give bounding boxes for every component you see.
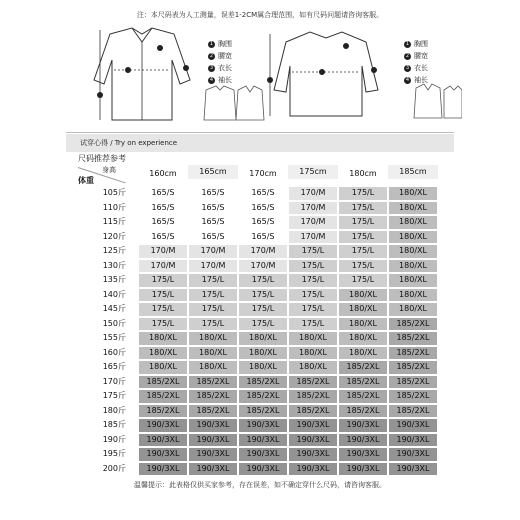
size-cell: 190/3XL bbox=[139, 448, 187, 461]
size-cell: 180/XL bbox=[389, 245, 437, 258]
divider bbox=[66, 132, 454, 133]
legend-length: 衣长 bbox=[218, 64, 232, 72]
table-row bbox=[66, 418, 454, 433]
size-cell: 180/XL bbox=[289, 361, 337, 374]
size-cell: 190/3XL bbox=[139, 463, 187, 476]
legend-waist: 腰宽 bbox=[414, 52, 428, 60]
height-label: 身高 bbox=[102, 166, 116, 174]
size-cell: 190/3XL bbox=[389, 463, 437, 476]
weight-cell: 110斤 bbox=[102, 202, 126, 212]
height-header: 160cm bbox=[149, 169, 177, 178]
size-cell: 185/2XL bbox=[389, 332, 437, 345]
size-cell: 170/M bbox=[189, 260, 237, 273]
table-row bbox=[66, 389, 454, 404]
size-cell: 165/S bbox=[239, 202, 287, 215]
table-row bbox=[66, 360, 454, 375]
size-cell: 175/L bbox=[339, 216, 387, 229]
size-cell: 180/XL bbox=[189, 361, 237, 374]
size-cell: 185/2XL bbox=[139, 376, 187, 389]
size-recommendation-table bbox=[66, 134, 454, 476]
weight-cell: 175斤 bbox=[102, 391, 126, 400]
size-cell: 180/XL bbox=[389, 202, 437, 215]
size-cell: 190/3XL bbox=[239, 463, 287, 476]
size-cell: 185/2XL bbox=[239, 405, 287, 418]
legend-sleeve: 袖长 bbox=[414, 76, 428, 84]
size-cell: 165/S bbox=[239, 231, 287, 244]
size-cell: 180/XL bbox=[339, 332, 387, 345]
size-cell: 175/L bbox=[139, 289, 187, 302]
size-cell: 175/L bbox=[239, 303, 287, 316]
legend-sleeve: 袖长 bbox=[218, 76, 232, 84]
table-row bbox=[66, 215, 454, 230]
weight-cell: 170斤 bbox=[102, 376, 126, 386]
table-row bbox=[66, 186, 454, 201]
size-cell: 180/XL bbox=[239, 347, 287, 360]
size-cell: 175/L bbox=[139, 274, 187, 287]
size-cell: 170/M bbox=[289, 187, 337, 200]
size-cell: 175/L bbox=[339, 260, 387, 273]
size-cell: 185/2XL bbox=[139, 390, 187, 403]
size-cell: 180/XL bbox=[389, 231, 437, 244]
size-cell: 185/2XL bbox=[289, 376, 337, 389]
size-cell: 190/3XL bbox=[339, 419, 387, 432]
table-row bbox=[66, 404, 454, 419]
table-row bbox=[66, 230, 454, 245]
size-cell: 180/XL bbox=[189, 347, 237, 360]
size-cell: 185/2XL bbox=[289, 405, 337, 418]
legend-chest: 胸围 bbox=[414, 40, 428, 48]
size-cell: 170/M bbox=[239, 260, 287, 273]
size-cell: 180/XL bbox=[139, 332, 187, 345]
size-cell: 190/3XL bbox=[339, 434, 387, 447]
size-cell: 185/2XL bbox=[139, 405, 187, 418]
size-cell: 175/L bbox=[339, 231, 387, 244]
measure-legend-right bbox=[404, 38, 428, 86]
weight-label: 体重 bbox=[78, 176, 94, 185]
weight-cell: 155斤 bbox=[102, 333, 126, 342]
size-cell: 170/M bbox=[289, 202, 337, 215]
size-cell: 190/3XL bbox=[239, 434, 287, 447]
size-cell: 180/XL bbox=[139, 347, 187, 360]
garment-measure-figures bbox=[70, 20, 450, 132]
size-cell: 185/2XL bbox=[389, 390, 437, 403]
size-cell: 190/3XL bbox=[189, 463, 237, 476]
weight-cell: 165斤 bbox=[102, 362, 126, 371]
size-cell: 180/XL bbox=[389, 260, 437, 273]
size-cell: 175/L bbox=[289, 303, 337, 316]
height-header: 165cm bbox=[188, 165, 238, 179]
size-cell: 190/3XL bbox=[189, 419, 237, 432]
size-cell: 185/2XL bbox=[389, 376, 437, 389]
size-cell: 175/L bbox=[339, 202, 387, 215]
size-cell: 175/L bbox=[339, 245, 387, 258]
size-cell: 165/S bbox=[239, 216, 287, 229]
size-cell: 190/3XL bbox=[189, 434, 237, 447]
size-cell: 165/S bbox=[139, 216, 187, 229]
size-cell: 175/L bbox=[339, 274, 387, 287]
weight-cell: 150斤 bbox=[102, 318, 126, 328]
size-cell: 190/3XL bbox=[339, 448, 387, 461]
size-cell: 170/M bbox=[139, 260, 187, 273]
shirt-measure-illustration bbox=[70, 20, 266, 132]
size-cell: 180/XL bbox=[389, 303, 437, 316]
size-cell: 175/L bbox=[139, 303, 187, 316]
num-3-icon: 3 bbox=[209, 64, 214, 71]
size-cell: 165/S bbox=[139, 231, 187, 244]
table-row bbox=[66, 201, 454, 216]
weight-cell: 185斤 bbox=[102, 420, 126, 429]
size-cell: 170/M bbox=[239, 245, 287, 258]
size-cell: 185/2XL bbox=[239, 376, 287, 389]
size-cell: 190/3XL bbox=[139, 434, 187, 447]
size-cell: 165/S bbox=[189, 231, 237, 244]
size-cell: 190/3XL bbox=[139, 419, 187, 432]
size-cell: 190/3XL bbox=[289, 419, 337, 432]
height-header: 175cm bbox=[288, 165, 338, 179]
table-row bbox=[66, 317, 454, 332]
num-4-icon: 4 bbox=[405, 76, 410, 83]
size-cell: 190/3XL bbox=[339, 463, 387, 476]
size-cell: 190/3XL bbox=[289, 463, 337, 476]
table-row bbox=[66, 244, 454, 259]
table-row bbox=[66, 447, 454, 462]
size-cell: 180/XL bbox=[289, 332, 337, 345]
weight-cell: 105斤 bbox=[102, 188, 126, 197]
weight-cell: 120斤 bbox=[102, 231, 126, 241]
size-cell: 190/3XL bbox=[389, 448, 437, 461]
size-cell: 180/XL bbox=[389, 274, 437, 287]
size-cell: 185/2XL bbox=[339, 390, 387, 403]
size-cell: 170/M bbox=[139, 245, 187, 258]
size-cell: 180/XL bbox=[339, 303, 387, 316]
legend-length: 衣长 bbox=[414, 64, 428, 72]
weight-cell: 135斤 bbox=[102, 275, 126, 284]
size-cell: 180/XL bbox=[389, 187, 437, 200]
size-cell: 175/L bbox=[239, 274, 287, 287]
size-cell: 185/2XL bbox=[189, 405, 237, 418]
table-row bbox=[66, 462, 454, 477]
num-2-icon: 2 bbox=[405, 52, 410, 59]
size-cell: 190/3XL bbox=[289, 448, 337, 461]
size-measure-note: 注：本尺码表为人工测量，误差1-2CM属合理范围，如有尺码问题请咨询客服。 bbox=[136, 11, 384, 19]
height-header: 170cm bbox=[249, 169, 277, 178]
weight-cell: 200斤 bbox=[102, 463, 126, 473]
size-cell: 175/L bbox=[189, 274, 237, 287]
size-cell: 180/XL bbox=[239, 332, 287, 345]
warm-tip-note: 温馨提示：此表格仅供买家参考，存在误差，如不确定穿什么尺码，请咨询客服。 bbox=[134, 481, 386, 489]
table-row bbox=[66, 346, 454, 361]
size-cell: 185/2XL bbox=[389, 405, 437, 418]
size-cell: 175/L bbox=[289, 245, 337, 258]
size-cell: 175/L bbox=[289, 260, 337, 273]
weight-cell: 190斤 bbox=[102, 434, 126, 444]
size-cell: 165/S bbox=[139, 202, 187, 215]
table-row bbox=[66, 302, 454, 317]
num-1-icon: 1 bbox=[209, 40, 214, 47]
jacket-measure-illustration bbox=[266, 20, 462, 132]
weight-cell: 125斤 bbox=[102, 246, 126, 255]
table-row bbox=[66, 433, 454, 448]
size-cell: 180/XL bbox=[189, 332, 237, 345]
table-row bbox=[66, 288, 454, 303]
size-cell: 170/M bbox=[189, 245, 237, 258]
size-cell: 170/M bbox=[289, 216, 337, 229]
size-cell: 165/S bbox=[139, 187, 187, 200]
weight-cell: 115斤 bbox=[102, 217, 126, 226]
size-cell: 190/3XL bbox=[289, 434, 337, 447]
size-cell: 175/L bbox=[289, 289, 337, 302]
num-2-icon: 2 bbox=[209, 52, 214, 59]
size-cell: 165/S bbox=[239, 187, 287, 200]
num-4-icon: 4 bbox=[209, 76, 214, 83]
size-cell: 185/2XL bbox=[389, 361, 437, 374]
legend-waist: 腰宽 bbox=[218, 52, 232, 60]
size-cell: 185/2XL bbox=[189, 390, 237, 403]
size-cell: 190/3XL bbox=[389, 434, 437, 447]
size-cell: 190/3XL bbox=[389, 419, 437, 432]
table-row bbox=[66, 259, 454, 274]
size-cell: 175/L bbox=[339, 187, 387, 200]
size-cell: 180/XL bbox=[339, 318, 387, 331]
size-cell: 180/XL bbox=[239, 361, 287, 374]
size-cell: 170/M bbox=[289, 231, 337, 244]
height-header-row bbox=[66, 164, 454, 186]
weight-cell: 160斤 bbox=[102, 347, 126, 357]
weight-cell: 180斤 bbox=[102, 405, 126, 415]
size-cell: 175/L bbox=[189, 303, 237, 316]
size-cell: 185/2XL bbox=[339, 405, 387, 418]
size-cell: 190/3XL bbox=[189, 448, 237, 461]
height-header: 185cm bbox=[388, 165, 438, 179]
size-cell: 175/L bbox=[289, 274, 337, 287]
weight-cell: 130斤 bbox=[102, 260, 126, 270]
weight-cell: 140斤 bbox=[102, 289, 126, 299]
size-cell: 190/3XL bbox=[239, 419, 287, 432]
size-cell: 175/L bbox=[239, 289, 287, 302]
size-cell: 185/2XL bbox=[189, 376, 237, 389]
size-cell: 185/2XL bbox=[339, 361, 387, 374]
num-3-icon: 3 bbox=[405, 64, 410, 71]
size-cell: 165/S bbox=[189, 216, 237, 229]
size-cell: 180/XL bbox=[389, 289, 437, 302]
size-cell: 190/3XL bbox=[239, 448, 287, 461]
size-cell: 185/2XL bbox=[289, 390, 337, 403]
size-cell: 165/S bbox=[189, 202, 237, 215]
measure-legend-left bbox=[208, 38, 232, 86]
table-row bbox=[66, 375, 454, 390]
size-cell: 180/XL bbox=[139, 361, 187, 374]
size-cell: 175/L bbox=[139, 318, 187, 331]
weight-cell: 195斤 bbox=[102, 449, 126, 458]
size-cell: 180/XL bbox=[289, 347, 337, 360]
size-cell: 180/XL bbox=[339, 289, 387, 302]
legend-chest: 胸围 bbox=[218, 40, 232, 48]
size-cell: 185/2XL bbox=[339, 376, 387, 389]
size-cell: 175/L bbox=[189, 289, 237, 302]
size-cell: 185/2XL bbox=[389, 318, 437, 331]
size-grid bbox=[66, 186, 454, 476]
size-reference-title: 尺码推荐参考 bbox=[78, 154, 126, 163]
size-cell: 175/L bbox=[189, 318, 237, 331]
size-cell: 175/L bbox=[289, 318, 337, 331]
size-cell: 175/L bbox=[239, 318, 287, 331]
table-row bbox=[66, 331, 454, 346]
size-cell: 180/XL bbox=[389, 216, 437, 229]
table-row bbox=[66, 273, 454, 288]
weight-cell: 145斤 bbox=[102, 304, 126, 313]
size-cell: 180/XL bbox=[339, 347, 387, 360]
try-on-header: 试穿心得 / Try on experience bbox=[66, 134, 454, 152]
size-cell: 185/2XL bbox=[389, 347, 437, 360]
size-cell: 185/2XL bbox=[239, 390, 287, 403]
height-header: 180cm bbox=[349, 169, 377, 178]
num-1-icon: 1 bbox=[405, 40, 410, 47]
size-cell: 165/S bbox=[189, 187, 237, 200]
